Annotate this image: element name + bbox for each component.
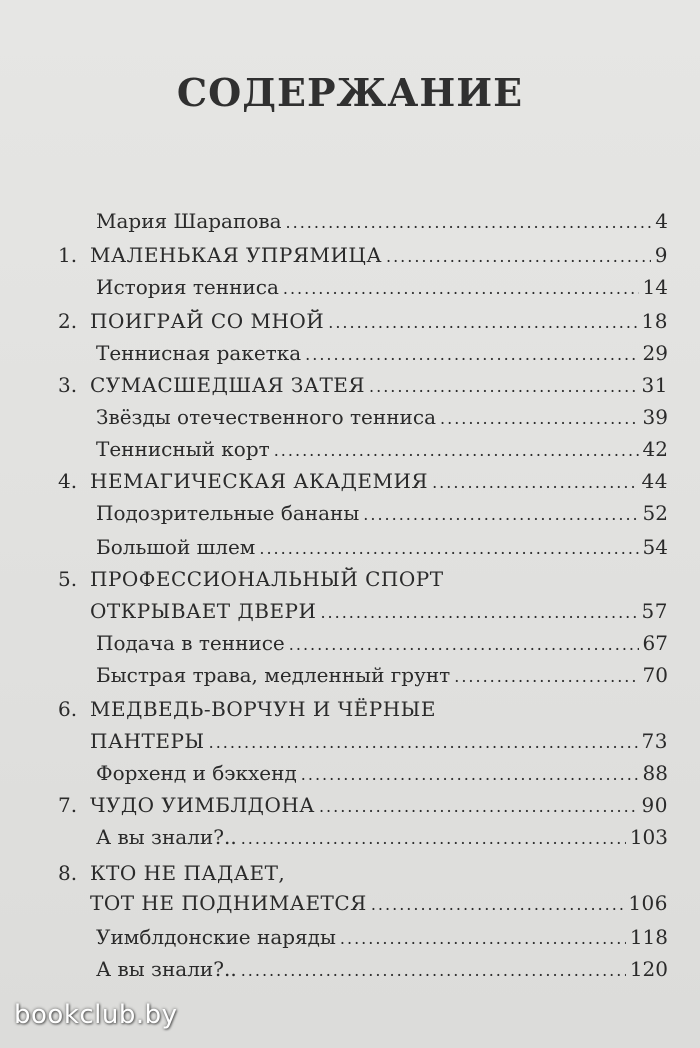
toc-entry-title: Уимблдонские наряды xyxy=(96,925,336,949)
toc-entry-title: ЧУДО УИМБЛДОНА xyxy=(90,793,315,817)
toc-entry-title: МАЛЕНЬКАЯ УПРЯМИЦА xyxy=(90,243,382,267)
toc-entry-number: 2. xyxy=(58,309,78,333)
toc-entry-page: 103 xyxy=(629,825,668,849)
toc-entry-page: 42 xyxy=(642,437,668,461)
toc-entry-page: 118 xyxy=(629,925,668,949)
toc-leader-dots xyxy=(369,370,638,404)
toc-leader-dots xyxy=(440,402,639,436)
toc-leader-dots xyxy=(320,596,637,630)
toc-entry-tennis-history xyxy=(0,270,700,304)
toc-entry-page: 88 xyxy=(642,761,668,785)
toc-entry-chapter-6-line-1 xyxy=(0,692,700,726)
toc-leader-dots xyxy=(328,306,637,340)
toc-entry-title: Большой шлем xyxy=(96,535,256,559)
toc-entry-surfaces xyxy=(0,658,700,692)
toc-entry-title: А вы знали?.. xyxy=(96,957,237,981)
toc-entry-forehand xyxy=(0,756,700,790)
toc-entry-chapter-8-line-2 xyxy=(0,886,700,920)
toc-leader-dots xyxy=(241,822,626,856)
toc-entry-page: 57 xyxy=(641,599,668,623)
toc-leader-dots xyxy=(340,922,626,956)
watermark: bookclub.by xyxy=(14,1000,178,1030)
toc-leader-dots xyxy=(286,206,652,240)
toc-entry-title: Теннисная ракетка xyxy=(96,341,302,365)
toc-entry-did-you-know-2 xyxy=(0,952,700,986)
toc-entry-chapter-6-line-2 xyxy=(0,724,700,758)
toc-entry-number: 7. xyxy=(58,793,78,817)
toc-entry-title: ПРОФЕССИОНАЛЬНЫЙ СПОРТ xyxy=(90,567,444,591)
toc-entry-page: 67 xyxy=(642,631,668,655)
toc-entry-chapter-4 xyxy=(0,464,700,498)
toc-entry-title: История тенниса xyxy=(96,275,279,299)
toc-entry-page: 70 xyxy=(642,663,668,687)
toc-entry-page: 4 xyxy=(655,209,668,233)
toc-entry-did-you-know-1 xyxy=(0,820,700,854)
toc-leader-dots xyxy=(259,532,638,566)
toc-entry-title: А вы знали?.. xyxy=(96,825,237,849)
toc-entry-wimbledon-outfits xyxy=(0,920,700,954)
toc-entry-page: 39 xyxy=(642,405,668,429)
toc-entry-title: ПОИГРАЙ СО МНОЙ xyxy=(90,309,325,333)
toc-entry-page: 44 xyxy=(641,469,668,493)
toc-entry-number: 8. xyxy=(58,861,78,885)
toc-entry-page: 31 xyxy=(641,373,668,397)
toc-entry-sharapova xyxy=(0,204,700,238)
toc-leader-dots xyxy=(432,466,637,500)
toc-entry-number: 6. xyxy=(58,697,78,721)
toc-entry-title: Мария Шарапова xyxy=(96,209,282,233)
toc-entry-title: Теннисный корт xyxy=(96,437,270,461)
toc-entry-title: ПАНТЕРЫ xyxy=(90,729,205,753)
toc-entry-title: Форхенд и бэкхенд xyxy=(96,761,297,785)
toc-entry-page: 18 xyxy=(641,309,668,333)
toc-leader-dots xyxy=(241,954,626,988)
toc-entry-chapter-5-line-2 xyxy=(0,594,700,628)
toc-entry-page: 14 xyxy=(642,275,668,299)
toc-entry-title: ТОТ НЕ ПОДНИМАЕТСЯ xyxy=(90,891,367,915)
toc-leader-dots xyxy=(301,758,639,792)
toc-leader-dots xyxy=(371,888,624,922)
toc-entry-bananas xyxy=(0,496,700,530)
toc-entry-chapter-8-line-1 xyxy=(0,856,700,890)
toc-entry-grand-slam xyxy=(0,530,700,564)
toc-entry-title: СУМАСШЕДШАЯ ЗАТЕЯ xyxy=(90,373,366,397)
page-title: СОДЕРЖАНИЕ xyxy=(176,70,524,115)
toc-entry-page: 73 xyxy=(641,729,668,753)
toc-entry-chapter-2 xyxy=(0,304,700,338)
toc-entry-page: 52 xyxy=(642,501,668,525)
toc-entry-title: Звёзды отечественного тенниса xyxy=(96,405,437,429)
toc-entry-page: 106 xyxy=(628,891,668,915)
toc-leader-dots xyxy=(209,726,638,760)
toc-leader-dots xyxy=(454,660,638,694)
toc-entry-title: КТО НЕ ПАДАЕТ, xyxy=(90,861,286,885)
toc-entry-chapter-3 xyxy=(0,368,700,402)
toc-entry-number: 1. xyxy=(58,243,78,267)
toc-entry-page: 120 xyxy=(629,957,668,981)
toc-entry-page: 9 xyxy=(654,243,668,267)
toc-entry-serve xyxy=(0,626,700,660)
toc-leader-dots xyxy=(289,628,639,662)
toc-entry-chapter-7 xyxy=(0,788,700,822)
toc-entry-title: Быстрая трава, медленный грунт xyxy=(96,663,451,687)
toc-leader-dots xyxy=(319,790,638,824)
toc-leader-dots xyxy=(305,338,638,372)
toc-entry-title: НЕМАГИЧЕСКАЯ АКАДЕМИЯ xyxy=(90,469,429,493)
toc-leader-dots xyxy=(386,240,651,274)
toc-entry-page: 29 xyxy=(642,341,668,365)
toc-entry-court xyxy=(0,432,700,466)
toc-leader-dots xyxy=(274,434,639,468)
toc-leader-dots xyxy=(283,272,639,306)
toc-entry-title: Подача в теннисе xyxy=(96,631,285,655)
toc-entry-number: 3. xyxy=(58,373,78,397)
toc-entry-stars xyxy=(0,400,700,434)
toc-entry-chapter-5-line-1 xyxy=(0,562,700,596)
toc-entry-racket xyxy=(0,336,700,370)
toc-entry-page: 54 xyxy=(642,535,668,559)
toc-entry-title: МЕДВЕДЬ-ВОРЧУН И ЧЁРНЫЕ xyxy=(90,697,436,721)
toc-entry-title: ОТКРЫВАЕТ ДВЕРИ xyxy=(90,599,317,623)
toc-leader-dots xyxy=(363,498,638,532)
toc-entry-title: Подозрительные бананы xyxy=(96,501,360,525)
toc-entry-number: 5. xyxy=(58,567,78,591)
toc-entry-number: 4. xyxy=(58,469,78,493)
toc-entry-page: 90 xyxy=(641,793,668,817)
toc-entry-chapter-1 xyxy=(0,238,700,272)
